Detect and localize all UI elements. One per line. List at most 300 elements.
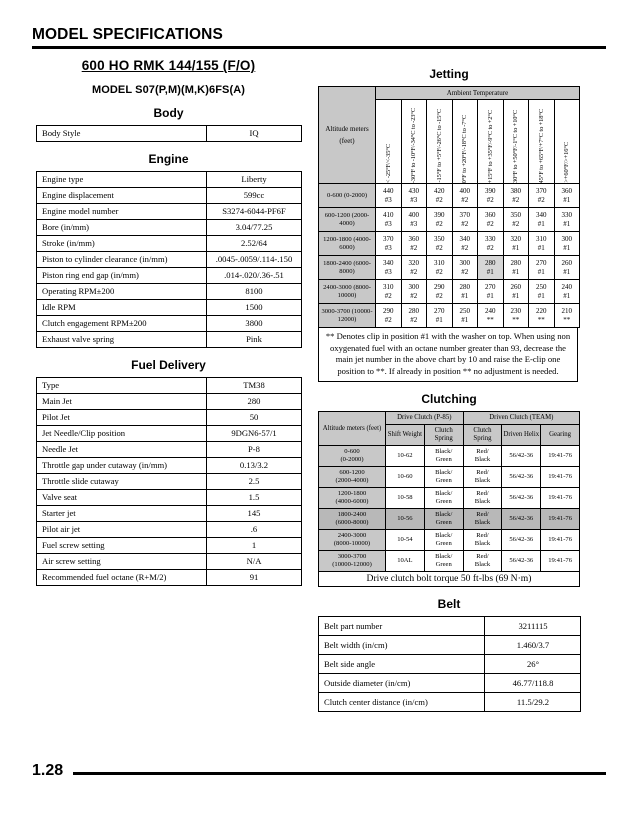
jetting-main-jet: 270 — [485, 283, 496, 292]
jetting-value-cell — [401, 208, 427, 232]
table-row — [37, 332, 302, 348]
footer-rule — [73, 772, 606, 775]
spec-value: 145 — [207, 506, 302, 522]
jetting-main-jet: 430 — [408, 187, 419, 196]
spec-value: 280 — [207, 394, 302, 410]
jetting-value-cell — [376, 232, 402, 256]
jetting-table — [318, 86, 580, 328]
jetting-table-row — [319, 208, 580, 232]
jetting-value-cell — [452, 208, 478, 232]
clutching-gearing: 19:41-76 — [541, 509, 580, 530]
jetting-value-cell — [452, 304, 478, 328]
jetting-main-jet: 420 — [434, 187, 445, 196]
spec-value: .6 — [207, 522, 302, 538]
clutching-shift-weight: 10-60 — [386, 467, 425, 488]
engine-table-body — [37, 172, 302, 348]
table-row — [37, 204, 302, 220]
spec-label: Pilot air jet — [37, 522, 207, 538]
table-row — [37, 268, 302, 284]
jetting-table-row — [319, 304, 580, 328]
clutching-altitude-cell: 2400-3000 (8000-10000) — [319, 530, 386, 551]
jetting-clip-position: #2 — [486, 219, 494, 228]
clutching-drive-clutch-spring: Black/ Green — [424, 530, 463, 551]
clutching-shift-weight: 10-58 — [386, 488, 425, 509]
jetting-temperature-column-header: -15°F to +5°F/-26°C to -15°C — [427, 100, 453, 184]
jetting-clip-position: #2 — [537, 195, 545, 204]
clutching-altitude-cell: 1800-2400 (6000-8000) — [319, 509, 386, 530]
jetting-main-jet: 400 — [408, 211, 419, 220]
spec-value: 9DGN6-57/1 — [207, 426, 302, 442]
body-table-body — [37, 126, 302, 142]
spec-value: 8100 — [207, 284, 302, 300]
jetting-clip-position: #2 — [435, 291, 443, 300]
jetting-table-head — [319, 87, 580, 184]
jetting-value-cell — [478, 232, 504, 256]
jetting-clip-position: #2 — [486, 243, 494, 252]
jetting-clip-position: #1 — [461, 315, 469, 324]
clutching-altitude-cell: 3000-3700 (10000-12000) — [319, 551, 386, 572]
jetting-clip-position: ** — [486, 315, 494, 324]
spec-value: 46.77/118.8 — [485, 674, 581, 693]
clutching-sub-header: Gearing — [541, 425, 580, 446]
fuel-delivery-spec-table — [36, 377, 302, 586]
jetting-value-cell — [452, 184, 478, 208]
table-row — [37, 410, 302, 426]
jetting-clip-position: #3 — [384, 195, 392, 204]
spec-label: Piston to cylinder clearance (in/mm) — [37, 252, 207, 268]
table-row — [37, 316, 302, 332]
clutching-drive-clutch-spring: Black/ Green — [424, 446, 463, 467]
right-column — [318, 58, 580, 712]
jetting-main-jet: 370 — [383, 235, 394, 244]
table-row — [37, 236, 302, 252]
jetting-clip-position: #3 — [384, 243, 392, 252]
spec-label: Jet Needle/Clip position — [37, 426, 207, 442]
jetting-clip-position: #2 — [435, 219, 443, 228]
spec-value: 3800 — [207, 316, 302, 332]
jetting-table-row — [319, 184, 580, 208]
jetting-clip-position: #2 — [410, 315, 418, 324]
jetting-main-jet: 410 — [383, 211, 394, 220]
jetting-main-jet: 290 — [434, 283, 445, 292]
jetting-main-jet: 280 — [510, 259, 521, 268]
spec-value: IQ — [207, 126, 302, 142]
model-subtitle: MODEL S07(P,M)(M,K)6FS(A) — [91, 84, 246, 96]
jetting-clip-position: #3 — [410, 219, 418, 228]
jetting-value-cell — [554, 232, 580, 256]
jetting-clip-position: #1 — [563, 243, 571, 252]
jetting-main-jet: 360 — [561, 187, 572, 196]
jetting-main-jet: 250 — [536, 283, 547, 292]
clutching-table-row — [319, 530, 580, 551]
spec-value: 26° — [485, 655, 581, 674]
jetting-value-cell — [529, 232, 555, 256]
fuel-table-body — [37, 378, 302, 586]
jetting-main-jet: 360 — [408, 235, 419, 244]
spec-value: 2.5 — [207, 474, 302, 490]
jetting-main-jet: 310 — [434, 259, 445, 268]
jetting-value-cell — [376, 280, 402, 304]
jetting-clip-position: #1 — [435, 315, 443, 324]
jetting-main-jet: 320 — [510, 235, 521, 244]
engine-spec-table — [36, 171, 302, 348]
jetting-clip-position: ** — [563, 315, 571, 324]
table-row — [37, 522, 302, 538]
jetting-temperature-column-header: +15°F to +35°F/-9°C to +2°C — [478, 100, 504, 184]
spec-label: Type — [37, 378, 207, 394]
spec-value: N/A — [207, 554, 302, 570]
jetting-clip-position: #2 — [435, 267, 443, 276]
spec-label: Engine displacement — [37, 188, 207, 204]
clutching-header-row — [319, 412, 580, 425]
jetting-clip-position: #1 — [537, 291, 545, 300]
jetting-clip-position: #1 — [512, 267, 520, 276]
jetting-header-row — [319, 87, 580, 100]
clutching-altitude-cell: 600-1200 (2000-4000) — [319, 467, 386, 488]
jetting-main-jet: 280 — [459, 283, 470, 292]
jetting-main-jet: 300 — [408, 283, 419, 292]
spec-label: Pilot Jet — [37, 410, 207, 426]
jetting-value-cell — [554, 304, 580, 328]
jetting-ambient-temperature-header: Ambient Temperature — [376, 87, 580, 100]
jetting-value-cell — [503, 256, 529, 280]
section-title-fuel-delivery: Fuel Delivery — [131, 358, 206, 372]
belt-table-body — [319, 617, 581, 712]
jetting-clip-position: #2 — [486, 195, 494, 204]
spec-value: 1 — [207, 538, 302, 554]
jetting-clip-position: #2 — [461, 243, 469, 252]
jetting-main-jet: 280 — [408, 307, 419, 316]
clutching-table-row — [319, 551, 580, 572]
clutching-driven-clutch-spring: Red/ Black — [463, 530, 502, 551]
spec-value: 1.5 — [207, 490, 302, 506]
jetting-main-jet: 270 — [536, 259, 547, 268]
jetting-value-cell — [503, 208, 529, 232]
jetting-value-cell — [427, 208, 453, 232]
jetting-main-jet: 260 — [510, 283, 521, 292]
jetting-temperature-column-header: -30°F to -10°F/-34°C to -23°C — [401, 100, 427, 184]
spec-value: .0045-.0059/.114-.150 — [207, 252, 302, 268]
jetting-value-cell — [478, 184, 504, 208]
spec-label: Belt part number — [319, 617, 485, 636]
table-row — [37, 252, 302, 268]
table-row — [37, 506, 302, 522]
spec-value: 599cc — [207, 188, 302, 204]
jetting-table-row — [319, 232, 580, 256]
jetting-value-cell — [376, 304, 402, 328]
table-row — [319, 674, 581, 693]
table-row — [319, 693, 581, 712]
jetting-main-jet: 360 — [485, 211, 496, 220]
clutching-group-header: Driven Clutch (TEAM) — [463, 412, 579, 425]
jetting-altitude-cell: 600-1200 (2000-4000) — [319, 208, 376, 232]
table-row — [319, 655, 581, 674]
spec-label: Throttle gap under cutaway (in/mm) — [37, 458, 207, 474]
spec-value: 2.52/64 — [207, 236, 302, 252]
jetting-value-cell — [529, 184, 555, 208]
table-row — [37, 378, 302, 394]
jetting-value-cell — [503, 280, 529, 304]
spec-label: Clutch engagement RPM±200 — [37, 316, 207, 332]
spec-value: 0.13/3.2 — [207, 458, 302, 474]
page-number: 1.28 — [32, 762, 64, 779]
clutching-altitude-cell: 0-600 (0-2000) — [319, 446, 386, 467]
clutching-shift-weight: 10AL — [386, 551, 425, 572]
jetting-main-jet: 340 — [383, 259, 394, 268]
jetting-value-cell — [401, 256, 427, 280]
jetting-clip-position: #1 — [537, 219, 545, 228]
jetting-temperature-column-header: < -25°F/<-35°C — [376, 100, 402, 184]
jetting-value-cell — [376, 208, 402, 232]
spec-label: Bore (in/mm) — [37, 220, 207, 236]
spec-label: Recommended fuel octane (R+M/2) — [37, 570, 207, 586]
table-row — [37, 300, 302, 316]
clutching-gearing: 19:41-76 — [541, 530, 580, 551]
table-row — [37, 538, 302, 554]
section-title-body: Body — [153, 106, 184, 120]
jetting-clip-position: #2 — [384, 291, 392, 300]
jetting-main-jet: 240 — [561, 283, 572, 292]
jetting-altitude-cell: 3000-3700 (10000-12000) — [319, 304, 376, 328]
table-row — [37, 394, 302, 410]
jetting-table-body — [319, 184, 580, 328]
jetting-clip-position: #2 — [512, 195, 520, 204]
jetting-main-jet: 330 — [561, 211, 572, 220]
clutching-group-header: Drive Clutch (P-85) — [386, 412, 464, 425]
jetting-value-cell — [478, 304, 504, 328]
jetting-main-jet: 440 — [383, 187, 394, 196]
jetting-main-jet: 300 — [561, 235, 572, 244]
jetting-main-jet: 390 — [485, 187, 496, 196]
jetting-value-cell — [401, 232, 427, 256]
table-row — [319, 617, 581, 636]
jetting-main-jet: 230 — [510, 307, 521, 316]
jetting-main-jet: 310 — [383, 283, 394, 292]
jetting-value-cell — [376, 184, 402, 208]
jetting-clip-position: #2 — [410, 291, 418, 300]
table-row — [37, 284, 302, 300]
table-row — [37, 554, 302, 570]
jetting-main-jet: 280 — [485, 259, 496, 268]
clutching-shift-weight: 10-54 — [386, 530, 425, 551]
spec-label: Valve seat — [37, 490, 207, 506]
spec-label: Outside diameter (in/cm) — [319, 674, 485, 693]
jetting-clip-position: ** — [512, 315, 520, 324]
jetting-clip-position: #1 — [563, 195, 571, 204]
clutching-torque-row — [319, 572, 580, 587]
spec-label: Fuel screw setting — [37, 538, 207, 554]
jetting-main-jet: 390 — [434, 211, 445, 220]
clutching-gearing: 19:41-76 — [541, 446, 580, 467]
jetting-value-cell — [478, 208, 504, 232]
spec-value: P-8 — [207, 442, 302, 458]
table-row — [319, 636, 581, 655]
jetting-clip-position: #1 — [537, 243, 545, 252]
jetting-main-jet: 310 — [536, 235, 547, 244]
jetting-clip-position: #1 — [512, 291, 520, 300]
spec-label: Belt side angle — [319, 655, 485, 674]
jetting-main-jet: 250 — [459, 307, 470, 316]
jetting-value-cell — [503, 304, 529, 328]
jetting-clip-position: #1 — [563, 267, 571, 276]
clutching-table-body — [319, 446, 580, 572]
spec-value: TM38 — [207, 378, 302, 394]
jetting-altitude-cell: 0-600 (0-2000) — [319, 184, 376, 208]
jetting-main-jet: 260 — [561, 259, 572, 268]
jetting-value-cell — [554, 280, 580, 304]
spec-value: 11.5/29.2 — [485, 693, 581, 712]
belt-spec-table — [318, 616, 581, 712]
jetting-main-jet: 350 — [510, 211, 521, 220]
jetting-clip-position: #1 — [537, 267, 545, 276]
clutching-driven-helix: 56/42-36 — [502, 467, 541, 488]
jetting-clip-position: #1 — [512, 243, 520, 252]
jetting-main-jet: 220 — [536, 307, 547, 316]
section-title-clutching: Clutching — [421, 392, 477, 406]
table-row — [37, 426, 302, 442]
jetting-value-cell — [529, 256, 555, 280]
jetting-value-cell — [503, 184, 529, 208]
jetting-value-cell — [401, 304, 427, 328]
spec-label: Air screw setting — [37, 554, 207, 570]
clutching-driven-helix: 56/42-36 — [502, 446, 541, 467]
spec-label: Engine model number — [37, 204, 207, 220]
jetting-main-jet: 320 — [408, 259, 419, 268]
jetting-clip-position: #2 — [435, 243, 443, 252]
spec-label: Throttle slide cutaway — [37, 474, 207, 490]
jetting-value-cell — [427, 232, 453, 256]
jetting-clip-position: #1 — [486, 291, 494, 300]
clutching-driven-helix: 56/42-36 — [502, 530, 541, 551]
clutching-gearing: 19:41-76 — [541, 467, 580, 488]
jetting-main-jet: 210 — [561, 307, 572, 316]
jetting-clip-position: #2 — [461, 267, 469, 276]
clutching-driven-clutch-spring: Red/ Black — [463, 488, 502, 509]
jetting-main-jet: 300 — [459, 259, 470, 268]
spec-value: 91 — [207, 570, 302, 586]
spec-label: Clutch center distance (in/cm) — [319, 693, 485, 712]
jetting-main-jet: 240 — [485, 307, 496, 316]
jetting-value-cell — [529, 304, 555, 328]
page-title: MODEL SPECIFICATIONS — [32, 26, 223, 43]
jetting-value-cell — [529, 280, 555, 304]
clutching-drive-clutch-spring: Black/ Green — [424, 488, 463, 509]
jetting-main-jet: 270 — [434, 307, 445, 316]
jetting-altitude-cell: 2400-3000 (8000-10000) — [319, 280, 376, 304]
clutching-table-row — [319, 509, 580, 530]
table-row — [37, 126, 302, 142]
clutching-sub-header: Shift Weight — [386, 425, 425, 446]
jetting-main-jet: 340 — [536, 211, 547, 220]
clutching-sub-header: Clutch Spring — [424, 425, 463, 446]
clutching-drive-clutch-spring: Black/ Green — [424, 551, 463, 572]
jetting-table-row — [319, 256, 580, 280]
jetting-clip-position: #2 — [512, 219, 520, 228]
jetting-value-cell — [478, 256, 504, 280]
jetting-temperature-column-header: 30°F to +50°F/-1°C to +10°C — [503, 100, 529, 184]
jetting-main-jet: 370 — [459, 211, 470, 220]
spec-value: 1.460/3.7 — [485, 636, 581, 655]
section-title-engine: Engine — [148, 152, 189, 166]
clutching-sub-header: Clutch Spring — [463, 425, 502, 446]
jetting-main-jet: 380 — [510, 187, 521, 196]
clutching-drive-clutch-spring: Black/ Green — [424, 467, 463, 488]
jetting-altitude-cell: 1800-2400 (6000-8000) — [319, 256, 376, 280]
jetting-clip-position: ** — [537, 315, 545, 324]
jetting-value-cell — [452, 280, 478, 304]
jetting-value-cell — [427, 304, 453, 328]
clutching-gearing: 19:41-76 — [541, 551, 580, 572]
jetting-value-cell — [554, 256, 580, 280]
jetting-value-cell — [401, 184, 427, 208]
jetting-value-cell — [427, 184, 453, 208]
jetting-clip-position: #1 — [486, 267, 494, 276]
jetting-value-cell — [478, 280, 504, 304]
jetting-main-jet: 330 — [485, 235, 496, 244]
table-row — [37, 442, 302, 458]
jetting-value-cell — [427, 280, 453, 304]
jetting-main-jet: 290 — [383, 307, 394, 316]
clutching-altitude-cell: 1200-1800 (4000-6000) — [319, 488, 386, 509]
spec-label: Piston ring end gap (in/mm) — [37, 268, 207, 284]
clutching-driven-helix: 56/42-36 — [502, 509, 541, 530]
clutching-table-row — [319, 488, 580, 509]
model-title: 600 HO RMK 144/155 (F/O) — [81, 58, 256, 73]
spec-value: 3211115 — [485, 617, 581, 636]
clutching-driven-clutch-spring: Red/ Black — [463, 551, 502, 572]
clutching-driven-helix: 56/42-36 — [502, 488, 541, 509]
spec-label: Idle RPM — [37, 300, 207, 316]
jetting-value-cell — [503, 232, 529, 256]
document-header — [32, 26, 606, 49]
section-title-jetting: Jetting — [429, 67, 469, 81]
jetting-table-row — [319, 280, 580, 304]
jetting-clip-position: #2 — [435, 195, 443, 204]
spec-value: .014-.020/.36-.51 — [207, 268, 302, 284]
spec-label: Starter jet — [37, 506, 207, 522]
jetting-main-jet: 400 — [459, 187, 470, 196]
jetting-clip-position: #2 — [461, 219, 469, 228]
table-row — [37, 172, 302, 188]
clutching-torque-note: Drive clutch bolt torque 50 ft-lbs (69 N·m) — [319, 572, 580, 587]
jetting-value-cell — [554, 184, 580, 208]
jetting-main-jet: 350 — [434, 235, 445, 244]
jetting-temperature-column-header: 45°F to +65°F/+7°C to +18°C — [529, 100, 555, 184]
table-row — [37, 570, 302, 586]
spec-label: Main Jet — [37, 394, 207, 410]
clutching-drive-clutch-spring: Black/ Green — [424, 509, 463, 530]
jetting-temperature-column-header: 0°F to +20°F/-18°C to -7°C — [452, 100, 478, 184]
jetting-value-cell — [452, 256, 478, 280]
jetting-clip-position: #3 — [410, 195, 418, 204]
spec-label: Belt width (in/cm) — [319, 636, 485, 655]
jetting-clip-position: #3 — [384, 267, 392, 276]
clutching-table — [318, 411, 580, 587]
jetting-value-cell — [427, 256, 453, 280]
jetting-value-cell — [401, 280, 427, 304]
spec-value: 1500 — [207, 300, 302, 316]
jetting-clip-position: #2 — [410, 243, 418, 252]
body-spec-table — [36, 125, 302, 142]
spec-label: Operating RPM±200 — [37, 284, 207, 300]
jetting-clip-position: #3 — [384, 219, 392, 228]
jetting-value-cell — [452, 232, 478, 256]
clutching-shift-weight: 10-56 — [386, 509, 425, 530]
section-title-belt: Belt — [437, 597, 461, 611]
spec-label: Exhaust valve spring — [37, 332, 207, 348]
jetting-clip-position: #1 — [563, 291, 571, 300]
spec-value: Liberty — [207, 172, 302, 188]
